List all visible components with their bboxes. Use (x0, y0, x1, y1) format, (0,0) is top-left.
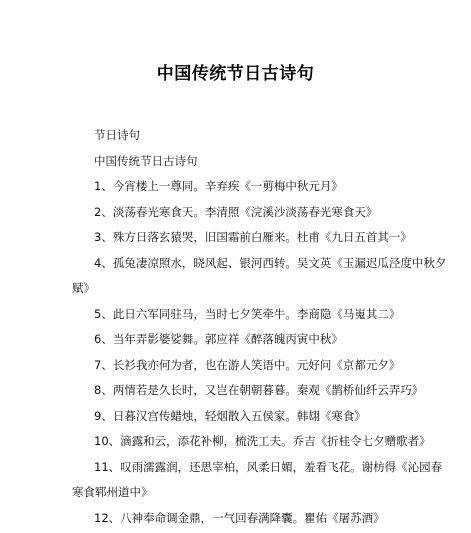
poem-item-7: 7、长衫我亦何为者，也在游人笑语中。元好问《京都元夕》 (94, 357, 401, 372)
poem-item-1: 1、今宵楼上一尊同。辛弃疾《一剪梅中秋元月》 (94, 179, 343, 193)
poem-list (72, 174, 452, 531)
document-body (72, 122, 452, 531)
poem-item-10: 10、滴露和云，添花补柳，梳洗工夫。乔吉《折桂令七夕赠歌者》 (94, 434, 431, 448)
poem-item-3: 3、殊方日落玄猿哭，旧国霜前白雁来。杜甫《九日五首其一》 (94, 230, 412, 244)
poem-item-6: 6、当年弄影婆娑舞。郭应祥《醉落魄丙寅中秋》 (94, 332, 343, 346)
poem-item-12: 12、八神奉命调金鼎，一气回春满降囊。瞿佑《屠苏酒》 (94, 510, 385, 525)
poem-item-5: 5、此日六军同驻马，当时七夕笑牵牛。李商隐《马嵬其二》 (94, 306, 401, 321)
poem-item-8: 8、两情若是久长时，又岂在朝朝暮暮。秦观《鹊桥仙纤云弄巧》 (94, 383, 424, 397)
poem-item-11: 11、叹雨濡露润，还思宰柏，风柔日媚，羞看飞花。谢枋得《沁园春寒食郓州道中》 (72, 459, 443, 499)
section-heading: 节日诗句 (94, 128, 140, 142)
poem-item-9: 9、日暮汉宫传蜡烛，轻烟散入五侯家。韩翃《寒食》 (94, 408, 366, 423)
poem-item-2: 2、淡荡春光寒食天。李清照《浣溪沙淡荡春光寒食天》 (94, 204, 378, 219)
section-subheading: 中国传统节日古诗句 (94, 154, 198, 168)
document-title: 中国传统节日古诗句 (156, 64, 315, 84)
poem-item-4: 4、孤兔凄凉照水，晓风起、银河西转。吴文英《玉漏迟瓜泾度中秋夕赋》 (72, 255, 447, 295)
